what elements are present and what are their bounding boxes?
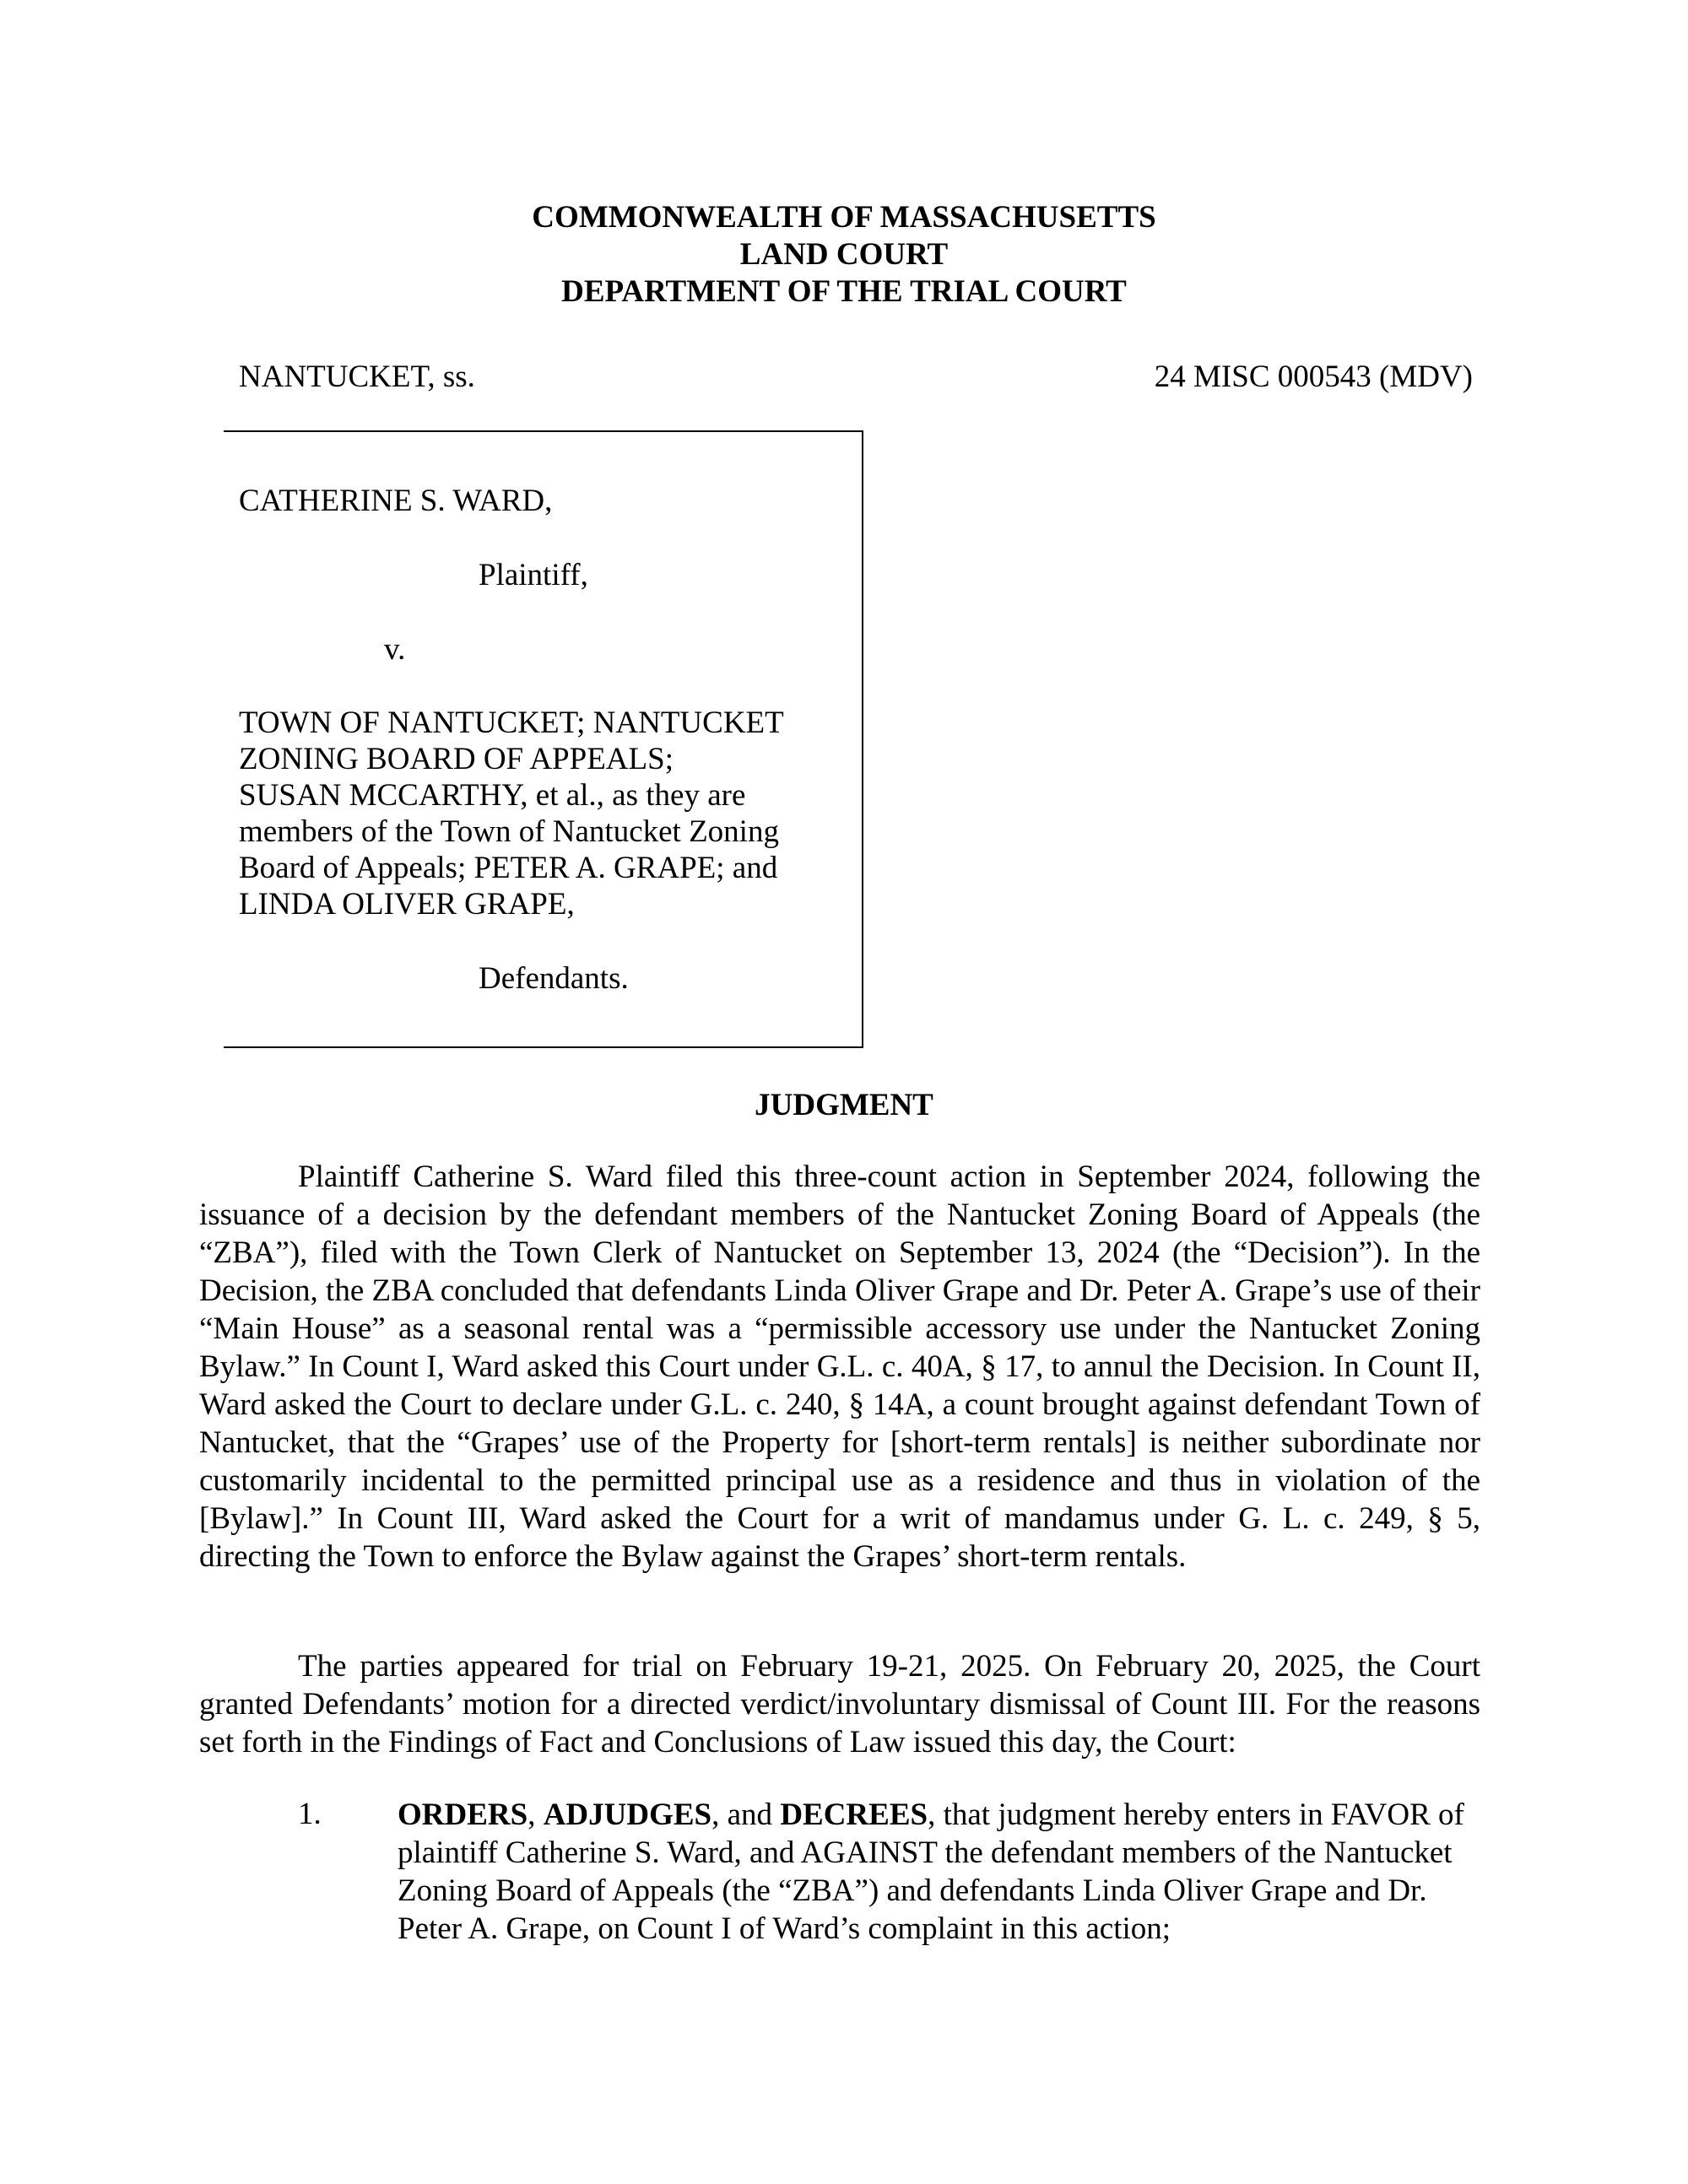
plaintiff-label: Plaintiff, <box>479 558 588 592</box>
court-name-line-2: LAND COURT <box>739 237 949 272</box>
paragraph-procedural: The parties appeared for trial on February 19-21, 2025. On February 20, 2025, the Court granted Defendants’ motion for a directed verdict/involuntary dismissal of Count III. For the reasons set forth in the Findings of Fact and Conclusions of Law issued this day, the Court: <box>199 1649 1480 1760</box>
decrees-keyword: DECREES <box>780 1797 928 1832</box>
caption-right-rule <box>862 430 863 1048</box>
order-item-number: 1. <box>298 1797 322 1831</box>
defendants-label: Defendants. <box>479 961 629 996</box>
separator: , <box>528 1797 544 1832</box>
versus: v. <box>384 632 406 667</box>
plaintiff-name: CATHERINE S. WARD, <box>239 484 553 518</box>
case-number: 24 MISC 000543 (MDV) <box>1154 359 1473 394</box>
defendants-line: members of the Town of Nantucket Zoning <box>239 814 779 849</box>
county-label: NANTUCKET, ss. <box>239 359 475 394</box>
court-name-line-1: COMMONWEALTH OF MASSACHUSETTS <box>532 200 1156 235</box>
orders-keyword: ORDERS <box>398 1797 528 1832</box>
defendants-line: TOWN OF NANTUCKET; NANTUCKET <box>239 705 784 740</box>
defendants-line: LINDA OLIVER GRAPE, <box>239 887 575 922</box>
caption-bottom-rule <box>224 1046 863 1048</box>
court-name-line-3: DEPARTMENT OF THE TRIAL COURT <box>561 274 1127 309</box>
document-title: JUDGMENT <box>755 1088 933 1122</box>
defendants-line: ZONING BOARD OF APPEALS; <box>239 742 674 776</box>
caption-top-rule <box>224 430 863 432</box>
order-item-text <box>398 1796 1486 1948</box>
separator: , and <box>711 1797 781 1832</box>
defendants-line: Board of Appeals; PETER A. GRAPE; and <box>239 851 778 885</box>
defendants-line: SUSAN MCCARTHY, et al., as they are <box>239 778 746 813</box>
order-item-body: , that judgment hereby enters in FAVOR of plaintiff Catherine S. Ward, and AGAINST the defendant members of the Nantucket Zoning Board of Appeals (the “ZBA”) and defendants Linda Oliver Grape and Dr. Peter A. Grape, on Count I of Ward’s complaint in this action; <box>398 1797 1464 1946</box>
adjudges-keyword: ADJUDGES <box>543 1797 712 1832</box>
paragraph-background: Plaintiff Catherine S. Ward filed this three-count action in September 2024, following the issuance of a decision by the defendant members of the Nantucket Zoning Board of Appeals (the “ZBA”), filed with the Town Clerk of Nantucket on September 13, 2024 (the “Decision”). In the Decision, the ZBA concluded that defendants Linda Oliver Grape and Dr. Peter A. Grape’s use of their “Main House” as a seasonal rental was a “permissible accessory use under the Nantucket Zoning Bylaw.” In Count I, Ward asked this Court under G.L. c. 40A, § 17, to annul the Decision. In Count II, Ward asked the Court to declare under G.L. c. 240, § 14A, a count brought against defendant Town of Nantucket, that the “Grapes’ use of the Property for [short-term rentals] is neither subordinate nor customarily incidental to the permitted principal use as a residence and thus in violation of the [Bylaw].” In Count III, Ward asked the Court for a writ of mandamus under G. L. c. 249, § 5, directing the Town to enforce the Bylaw against the Grapes’ short-term rentals. <box>199 1160 1480 1574</box>
